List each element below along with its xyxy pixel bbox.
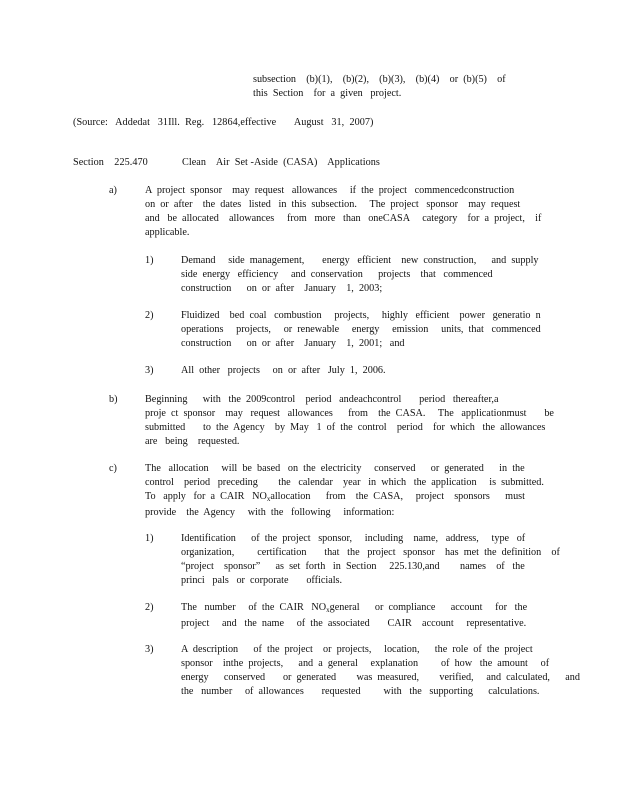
text-line: “project sponsor” as set forth in Section 225.130,and names of the (181, 561, 525, 572)
text-line: Identification of the project sponsor, including name, address, type of (181, 533, 526, 544)
para-a-text (145, 184, 541, 240)
item-c3-label: 3) (145, 644, 154, 655)
item-c1-text (181, 532, 560, 588)
item-c1-label: 1) (145, 533, 154, 544)
text-line: Demand side management, energy efficient new construction, and supply (181, 255, 539, 266)
para-c-label: c) (109, 463, 117, 474)
item-c2-text (181, 601, 527, 631)
item-c2-label: 2) (145, 602, 154, 613)
text-line: submitted to the Agency by May 1 of the control period for which the allowances (145, 422, 546, 433)
text-line: this Section for a given project. (253, 88, 402, 99)
subscript-x: x (326, 606, 330, 614)
text-line: The allocation will be based on the electricity conserved or generated in the (145, 463, 525, 474)
text-fragment: The number of the CAIR NO (181, 602, 327, 613)
section-title: Clean Air Set -Aside (CASA) Applications (182, 157, 380, 168)
text-line: organization, certification that the project sponsor has met the definition of (181, 547, 560, 558)
text-line: control period preceding the calendar year in which the application is submitted. (145, 477, 544, 488)
item-a1-label: 1) (145, 255, 154, 266)
para-b-label: b) (109, 394, 118, 405)
item-c3-text (181, 643, 580, 699)
source-note: (Source: Addedat 31Ill. Reg. 12864,effective August 31, 2007) (73, 117, 374, 128)
text-line: princi pals or corporate officials. (181, 575, 343, 586)
text-line: A description of the project or projects, location, the role of the project (181, 644, 533, 655)
text-line: are being requested. (145, 436, 240, 447)
text-line: proje ct sponsor may request allowances from the CASA. The applicationmust be (145, 408, 554, 419)
para-b-text (145, 393, 554, 449)
text-line: A project sponsor may request allowances if the project commencedconstruction (145, 185, 515, 196)
text-fragment: general or compliance account for the (329, 602, 528, 613)
text-line: energy conserved or generated was measured, verified, and calculated, and (181, 672, 580, 683)
text-line: Beginning with the 2009control period andeachcontrol period thereafter,a (145, 394, 499, 405)
text-line: operations projects, or renewable energy emission units, that commenced (181, 324, 541, 335)
text-line: on or after the dates listed in this subsection. The project sponsor may request (145, 199, 521, 210)
text-line: Fluidized bed coal combustion projects, highly efficient power generatio n (181, 310, 541, 321)
text-line (181, 601, 527, 617)
text-line: construction on or after January 1, 2001; and (181, 338, 405, 349)
item-a3-text (181, 364, 386, 378)
item-a3-label: 3) (145, 365, 154, 376)
para-c-text (145, 462, 544, 520)
text-line: and be allocated allowances from more than oneCASA category for a project, if (145, 213, 542, 224)
section-number: Section 225.470 (73, 157, 148, 168)
text-line: provide the Agency with the following information: (145, 507, 395, 518)
text-line: sponsor inthe projects, and a general explanation of how the amount of (181, 658, 550, 669)
text-line (145, 490, 544, 506)
text-fragment: To apply for a CAIR NO (145, 491, 267, 502)
text-line: the number of allowances requested with the supporting calculations. (181, 686, 540, 697)
intro-text (253, 73, 506, 101)
text-line: All other projects on or after July 1, 2006. (181, 365, 386, 376)
text-line: subsection (b)(1), (b)(2), (b)(3), (b)(4) or (b)(5) of (253, 74, 506, 85)
subscript-x: x (266, 495, 271, 503)
para-a-label: a) (109, 185, 117, 196)
text-line: construction on or after January 1, 2003; (181, 283, 383, 294)
item-a2-label: 2) (145, 310, 154, 321)
item-a2-text (181, 309, 541, 351)
text-fragment: allocation from the CASA, project sponsors must (270, 491, 525, 502)
text-line: applicable. (145, 227, 190, 238)
text-line: side energy efficiency and conservation projects that commenced (181, 269, 493, 280)
item-a1-text (181, 254, 539, 296)
text-line: project and the name of the associated CAIR account representative. (181, 618, 527, 629)
